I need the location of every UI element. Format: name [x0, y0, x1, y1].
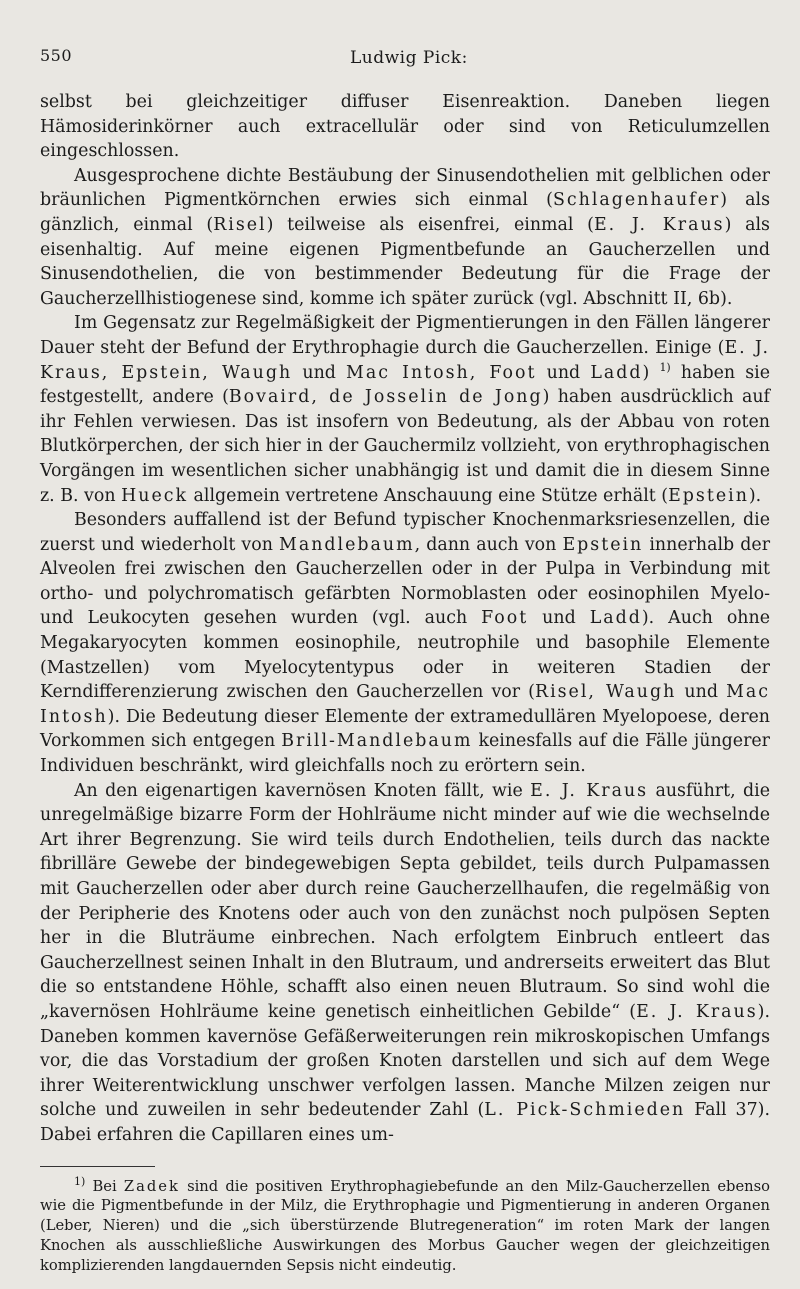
spaced-name: Risel [213, 214, 267, 235]
paragraph-p2: Ausgesprochene dichte Bestäubung der Sinusendothelien mit gelblichen oder bräunlichen Pigmentkörnchen erwies sich einmal (Schlagenhaufer) als gänzlich, einmal (Risel) teilweise als eisenfrei, einmal (E. J. Kraus) als eisenhaltig. Auf meine eigenen Pigmentbefunde an Gaucherzellen und Sinusendothelien, die von bestimmender Bedeutung für die Frage der Gaucherzellhistiogenese sind, komme ich später zurück (vgl. Abschnitt II, 6b). [40, 165, 771, 309]
spaced-name: Mac Intosh [40, 682, 770, 727]
spaced-name: Schlagenhaufer [552, 190, 721, 211]
body-text [40, 90, 770, 1148]
spaced-name: E. J. Kraus [636, 1001, 758, 1022]
spaced-name: Ladd [590, 362, 643, 383]
spaced-name: Ladd [589, 608, 642, 629]
spaced-name: Mac Intosh, Foot [346, 362, 537, 383]
spaced-name: Hueck [121, 485, 189, 506]
footnote-rule [40, 1166, 155, 1167]
page-header [40, 44, 770, 74]
spaced-name: E. J. Kraus [593, 214, 725, 235]
page-number: 550 [40, 46, 73, 65]
running-head: Ludwig Pick: [350, 48, 468, 68]
spaced-name: Zadek [123, 1177, 180, 1195]
spaced-name: E. J. Kraus [530, 780, 649, 801]
paragraph-p3: Im Gegensatz zur Regelmäßigkeit der Pigmentierungen in den Fällen längerer Dauer steht der Befund der Erythrophagie durch die Gaucherzellen. Einige (E. J. Kraus, Epstein, Waugh und Mac Intosh, Foot und Ladd) $^{1)}$ haben sie festgestellt, andere (Bovaird, de Josselin de Jong) haben ausdrücklich auf ihr Fehlen verwiesen. Das ist insofern von Bedeutung, als der Abbau von roten Blutkörperchen, der sich hier in der Gauchermilz vollzieht, von erythrophagischen Vorgängen im wesentlichen sicher unabhängig ist und damit die in diesem Sinne z. B. von Hueck allgemein vertretene Anschauung eine Stütze erhält (Epstein). [40, 313, 770, 506]
paragraph-p1: selbst bei gleichzeitiger diffuser Eisenreaktion. Daneben liegen Hämosiderinkörner auch extracellulär oder sind von Reticulumzellen eingeschlossen. [40, 92, 770, 162]
footnote-marker: 1) [74, 1174, 86, 1188]
spaced-name: Risel, Waugh [534, 682, 677, 703]
spaced-name: Epstein [668, 485, 749, 506]
paragraph-p5: An den eigenartigen kavernösen Knoten fällt, wie E. J. Kraus ausführt, die unregelmäßige bizarre Form der Hohlräume nicht minder auf wie die wechselnde Art ihrer Begrenzung. Sie wird teils durch Endothelien, teils durch das nackte fibrilläre Gewebe der bindegewebigen Septa gebildet, teils durch Pulpamassen mit Gaucherzellen oder aber durch reine Gaucherzellhaufen, die regelmäßig von der Peripherie des Knotens oder auch von den zunächst noch pulpösen Septen her in die Bluträume einbrechen. Nach erfolgtem Einbruch entleert das Gaucherzellnest seinen Inhalt in den Blutraum, und andrerseits erweitert das Blut die so entstandene Höhle, schafft also einen neuen Blutraum. So sind wohl die „kavernösen Hohlräume keine genetisch einheitlichen Gebilde“ (E. J. Kraus). Daneben kommen kavernöse Gefäßerweiterungen rein mikroskopischen Umfangs vor, die das Vorstadium der großen Knoten darstellen und sich auf dem Wege ihrer Weiterentwicklung unschwer verfolgen lassen. Manche Milzen zeigen nur solche und zuweilen in sehr bedeutender Zahl (L. Pick-Schmieden Fall 37). Dabei erfahren die Capillaren eines um- [40, 780, 770, 1145]
spaced-name: E. J. Kraus, Epstein, Waugh [40, 337, 770, 383]
paragraph-p4: Besonders auffallend ist der Befund typischer Knochenmarksriesenzellen, die zuerst und wiederholt von Mandlebaum, dann auch von Epstein innerhalb der Alveolen frei zwischen den Gaucherzellen oder in der Pulpa in Verbindung mit ortho- und polychromatisch gefärbten Normoblasten oder eosinophilen Myelo- und Leukocyten gesehen wurden (vgl. auch Foot und Ladd). Auch ohne Megakaryocyten kommen eosinophile, neutrophile und basophile Elemente (Mastzellen) vom Myelocytentypus oder in weiteren Stadien der Kerndifferenzierung zwischen den Gaucherzellen vor (Risel, Waugh und Mac Intosh). Die Bedeutung dieser Elemente der extramedullären Myelopoese, deren Vorkommen sich entgegen Brill-Mandlebaum keinesfalls auf die Fälle jüngerer Individuen beschränkt, wird gleichfalls noch zu erörtern sein. [40, 510, 771, 777]
spaced-name: Mandlebaum [279, 534, 415, 555]
spaced-name: Bovaird, de Josselin de Jong [228, 387, 543, 408]
spaced-name: Brill-Mandlebaum [281, 731, 473, 752]
spaced-name: Epstein [562, 534, 644, 555]
footnote-marker: 1) [659, 360, 671, 374]
footnote: $^{1)}$ Bei Zadek sind die positiven Erythrophagiebefunde an den Milz-Gaucherzellen ebenso wie die Pigmentbefunde in der Milz, die Erythrophagie und Pigmentierung in anderen Organen (Leber, Nieren) und die „sich überstürzende Blutregeneration“ im roten Mark der langen Knochen als ausschließliche Auswirkungen des Morbus Gaucher wegen der gleichzeitigen komplizierenden langdauernden Sepsis nicht eindeutig. [40, 1174, 770, 1274]
spaced-name: Foot [481, 608, 529, 629]
spaced-name: L. Pick-Schmieden [484, 1100, 686, 1121]
